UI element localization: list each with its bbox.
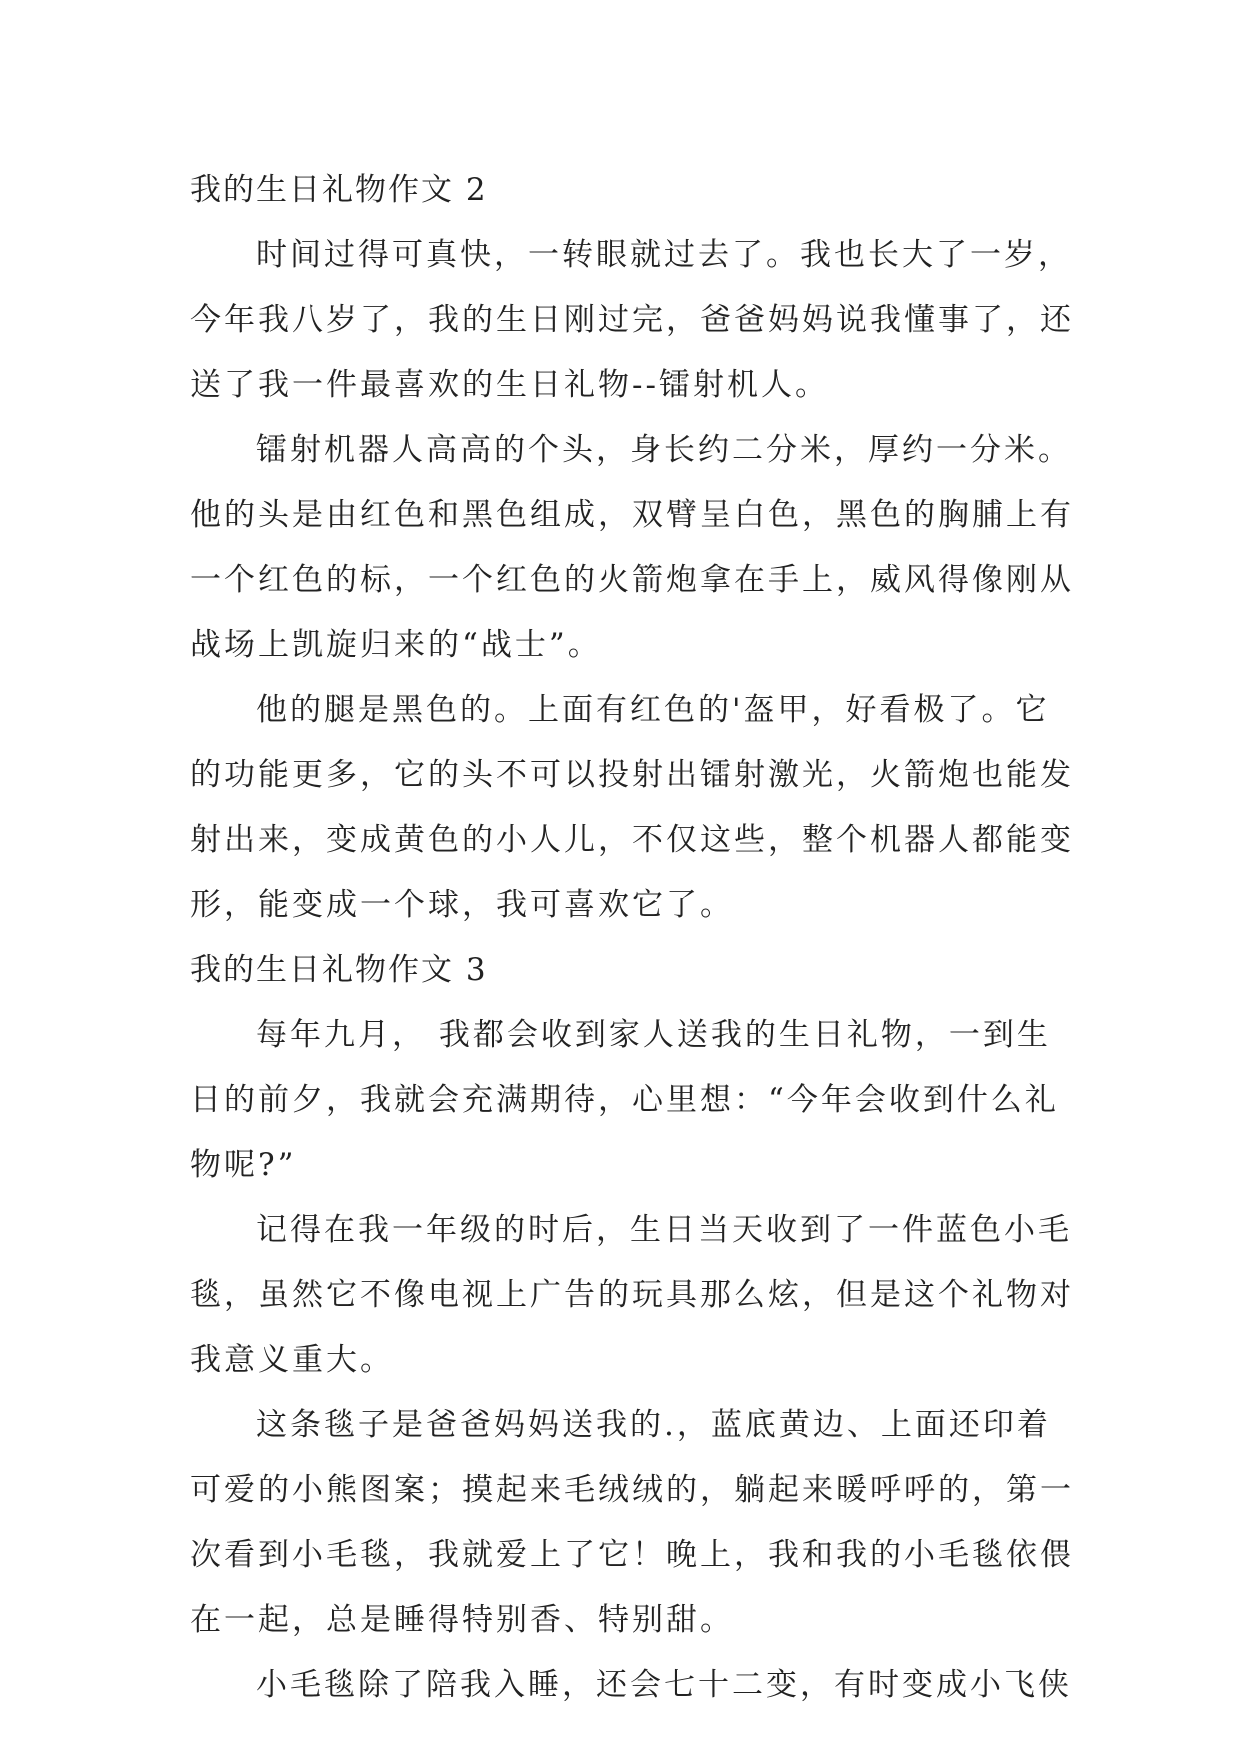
text-line: 他的头是由红色和黑色组成，双臂呈白色，黑色的胸脯上有 <box>190 497 1074 533</box>
paragraph <box>190 678 1074 938</box>
section-heading: 我的生日礼物作文 3 <box>190 952 488 988</box>
text-line: 战场上凯旋归来的“战士”。 <box>190 627 602 663</box>
text-line: 今年我八岁了，我的生日刚过完，爸爸妈妈说我懂事了，还 <box>190 302 1074 338</box>
text-line: 一个红色的标，一个红色的火箭炮拿在手上，威风得像刚从 <box>190 562 1074 598</box>
paragraph <box>190 1198 1074 1393</box>
text-line: 形，能变成一个球，我可喜欢它了。 <box>190 887 734 923</box>
text-line: 物呢?” <box>190 1147 297 1183</box>
text-line: 他的腿是黑色的。上面有红色的'盔甲，好看极了。它 <box>256 692 1050 728</box>
text-line: 时间过得可真快，一转眼就过去了。我也长大了一岁， <box>256 237 1072 273</box>
paragraph <box>190 1653 1072 1718</box>
text-line: 小毛毯除了陪我入睡，还会七十二变，有时变成小飞侠 <box>256 1667 1072 1703</box>
text-line: 射出来，变成黄色的小人儿，不仅这些，整个机器人都能变 <box>190 822 1074 858</box>
essay-text <box>190 158 1074 1718</box>
text-line: 在一起，总是睡得特别香、特别甜。 <box>190 1602 734 1638</box>
text-line: 我意义重大。 <box>190 1342 394 1378</box>
text-line: 次看到小毛毯，我就爱上了它！晚上，我和我的小毛毯依偎 <box>190 1537 1074 1573</box>
paragraph <box>190 1003 1060 1198</box>
text-line: 每年九月， 我都会收到家人送我的生日礼物，一到生 <box>256 1017 1051 1053</box>
text-line: 记得在我一年级的时后，生日当天收到了一件蓝色小毛 <box>256 1212 1072 1248</box>
text-line: 镭射机器人高高的个头，身长约二分米，厚约一分米。 <box>256 432 1072 468</box>
text-line: 送了我一件最喜欢的生日礼物--镭射机人。 <box>190 367 829 403</box>
text-line: 可爱的小熊图案；摸起来毛绒绒的，躺起来暖呼呼的，第一 <box>190 1472 1074 1508</box>
text-line: 日的前夕，我就会充满期待，心里想：“今年会收到什么礼 <box>190 1082 1059 1118</box>
paragraph <box>190 223 1074 418</box>
paragraph <box>190 418 1074 678</box>
text-line: 的功能更多，它的头不可以投射出镭射激光，火箭炮也能发 <box>190 757 1074 793</box>
text-line: 毯，虽然它不像电视上广告的玩具那么炫，但是这个礼物对 <box>190 1277 1074 1313</box>
text-line: 这条毯子是爸爸妈妈送我的.，蓝底黄边、上面还印着 <box>256 1407 1051 1443</box>
paragraph <box>190 1393 1074 1653</box>
section-heading: 我的生日礼物作文 2 <box>190 172 488 208</box>
